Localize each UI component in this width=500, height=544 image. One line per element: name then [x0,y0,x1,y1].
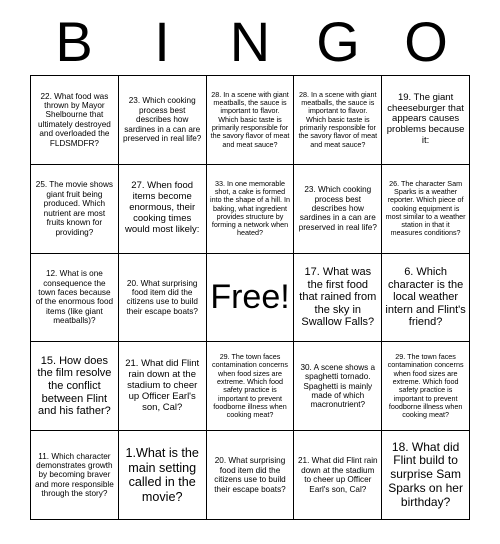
bingo-grid [30,75,470,520]
bingo-cell[interactable]: 21. What did Flint rain down at the stadium to cheer up Officer Earl's son, Cal? [294,431,382,520]
bingo-cell[interactable]: 33. In one memorable shot, a cake is formed into the shape of a hill. In baking, what ingredient provides structure by forming a network when heated? [207,165,295,254]
bingo-cell[interactable]: 11. Which character demonstrates growth by becoming braver and more responsible through the story? [31,431,119,520]
bingo-cell[interactable]: 23. Which cooking process best describes how sardines in a can are preserved in real life? [119,76,207,165]
bingo-cell[interactable]: 20. What surprising food item did the citizens use to build their escape boats? [119,254,207,343]
header-letter-o: O [404,10,448,73]
bingo-cell[interactable]: 28. In a scene with giant meatballs, the sauce is important to flavor. Which basic taste is primarily responsible for the savory flavor of meat and meat sauce? [207,76,295,165]
bingo-cell[interactable]: 28. In a scene with giant meatballs, the sauce is important to flavor. Which basic taste is primarily responsible for the savory flavor of meat and meat sauce? [294,76,382,165]
bingo-cell[interactable]: 15. How does the film resolve the conflict between Flint and his father? [31,342,119,431]
bingo-cell[interactable]: 12. What is one consequence the town faces because of the enormous food items (like giant meatballs)? [31,254,119,343]
bingo-cell[interactable]: 17. What was the first food that rained from the sky in Swallow Falls? [294,254,382,343]
bingo-cell[interactable]: 25. The movie shows giant fruit being produced. Which nutrient are most fruits known for providing? [31,165,119,254]
bingo-cell[interactable]: 23. Which cooking process best describes how sardines in a can are preserved in real life? [294,165,382,254]
bingo-cell[interactable]: 1.What is the main setting called in the movie? [119,431,207,520]
header-letter-i: I [154,10,170,73]
bingo-cell[interactable]: 29. The town faces contamination concerns when food sizes are extreme. Which food safety practice is important to prevent foodborne illness when cooking meat? [207,342,295,431]
bingo-header [30,8,470,76]
header-letter-g: G [316,10,360,73]
bingo-cell[interactable]: 21. What did Flint rain down at the stadium to cheer up Officer Earl's son, Cal? [119,342,207,431]
bingo-cell[interactable]: 26. The character Sam Sparks is a weather reporter. Which piece of cooking equipment is most similar to a weather station in that it measures conditions? [382,165,470,254]
free-space[interactable]: Free! [207,254,295,343]
bingo-cell[interactable]: 27. When food items become enormous, their cooking times would most likely: [119,165,207,254]
bingo-cell[interactable]: 22. What food was thrown by Mayor Shelbourne that ultimately destroyed and overloaded the FLDSMDFR? [31,76,119,165]
bingo-cell[interactable]: 19. The giant cheeseburger that appears causes problems because it: [382,76,470,165]
bingo-cell[interactable]: 30. A scene shows a spaghetti tornado. Spaghetti is mainly made of which macronutrient? [294,342,382,431]
bingo-cell[interactable]: 20. What surprising food item did the citizens use to build their escape boats? [207,431,295,520]
bingo-cell[interactable]: 6. Which character is the local weather intern and Flint's friend? [382,254,470,343]
bingo-cell[interactable]: 18. What did Flint build to surprise Sam Sparks on her birthday? [382,431,470,520]
header-letter-n: N [229,10,271,73]
header-letter-b: B [55,10,93,73]
bingo-cell[interactable]: 29. The town faces contamination concerns when food sizes are extreme. Which food safety practice is important to prevent foodborne illness when cooking meat? [382,342,470,431]
